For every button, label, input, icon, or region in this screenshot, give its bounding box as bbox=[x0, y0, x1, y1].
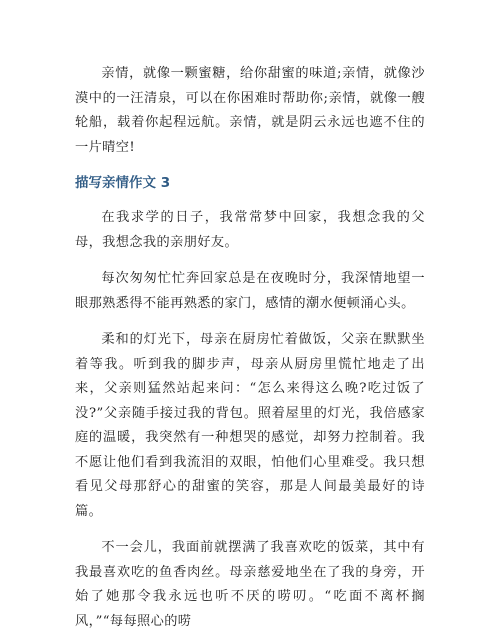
section-heading: 描写亲情作文 3 bbox=[75, 175, 171, 191]
paragraph: 柔和的灯光下，母亲在厨房忙着做饭，父亲在默默坐着等我。听到我的脚步声，母亲从厨房里慌忙地走了出来，父亲则猛然站起来问：“怎么来得这么晚?吃过饭了没?”父亲随手接过我的背包。照着屋里的灯光，我倍感家庭的温暖，我突然有一种想哭的感觉，却努力控制着。我不愿让他们看到我流泪的双眼，怕他们心里难受。我只想看见父母那舒心的甜蜜的笑容，那是人间最美最好的诗篇。 bbox=[75, 332, 425, 519]
intro-paragraph: 亲情，就像一颗蜜糖，给你甜蜜的味道;亲情，就像沙漠中的一汪清泉，可以在你困难时帮助你;亲情，就像一艘轮船，载着你起程远航。亲情，就是阴云永远也遮不住的一片晴空! bbox=[75, 66, 425, 155]
document-body bbox=[75, 62, 425, 634]
paragraph: 不一会儿，我面前就摆满了我喜欢吃的饭菜，其中有我最喜欢吃的鱼香肉丝。母亲慈爱地坐在了我的身旁，开始了她那令我永远也听不厌的唠叨。“吃面不离杯搁风，”“每每照心的唠 bbox=[75, 540, 425, 629]
paragraph: 在我求学的日子，我常常梦中回家，我想念我的父母，我想念我的亲朋好友。 bbox=[75, 210, 425, 250]
paragraph: 每次匆匆忙忙奔回家总是在夜晚时分，我深情地望一眼那熟悉得不能再熟悉的家门，感情的潮水便顿涌心头。 bbox=[75, 271, 425, 311]
